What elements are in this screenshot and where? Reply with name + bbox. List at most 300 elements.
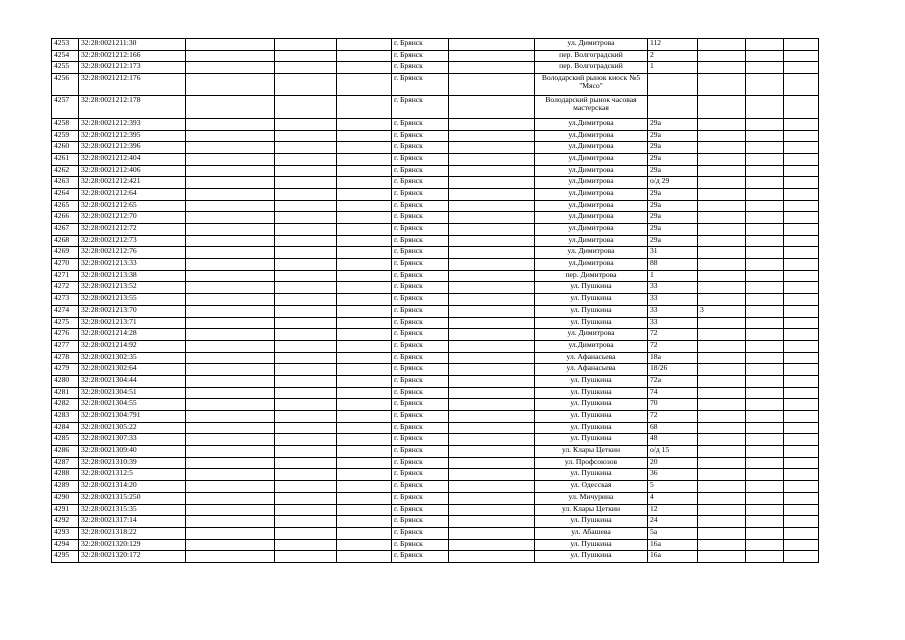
address-street-cell: ул. Пушкина — [535, 516, 648, 528]
city-cell: г. Брянск — [392, 481, 449, 493]
address-street-cell: ул.Димитрова — [535, 177, 648, 189]
empty-cell — [186, 481, 275, 493]
cadastral-number-cell: 32:28:0021214:92 — [79, 340, 186, 352]
empty-cell — [275, 142, 337, 154]
table-row — [52, 539, 819, 551]
empty-cell — [784, 399, 819, 411]
table-row — [52, 375, 819, 387]
empty-cell — [746, 399, 784, 411]
table-row — [52, 492, 819, 504]
empty-cell — [449, 422, 535, 434]
empty-cell — [449, 469, 535, 481]
empty-cell — [186, 457, 275, 469]
empty-cell — [186, 247, 275, 259]
extra-cell — [698, 504, 746, 516]
extra-cell — [698, 469, 746, 481]
table-row — [52, 259, 819, 271]
house-number-cell: 29а — [648, 200, 698, 212]
address-street-cell: ул. Профсоюзов — [535, 457, 648, 469]
table-row — [52, 294, 819, 306]
empty-cell — [746, 39, 784, 51]
empty-cell — [275, 481, 337, 493]
empty-cell — [337, 469, 392, 481]
extra-cell: 3 — [698, 305, 746, 317]
empty-cell — [746, 317, 784, 329]
address-street-cell: ул. Пушкина — [535, 294, 648, 306]
empty-cell — [186, 282, 275, 294]
empty-cell — [275, 411, 337, 423]
city-cell: г. Брянск — [392, 270, 449, 282]
row-number-cell: 4285 — [52, 434, 79, 446]
address-street-cell: ул. Одесская — [535, 481, 648, 493]
row-number-cell: 4270 — [52, 259, 79, 271]
table-row — [52, 352, 819, 364]
empty-cell — [275, 352, 337, 364]
row-number-cell: 4260 — [52, 142, 79, 154]
city-cell: г. Брянск — [392, 39, 449, 51]
empty-cell — [337, 118, 392, 130]
address-street-cell: ул.Димитрова — [535, 165, 648, 177]
row-number-cell: 4294 — [52, 539, 79, 551]
row-number-cell: 4292 — [52, 516, 79, 528]
city-cell: г. Брянск — [392, 551, 449, 563]
address-street-cell: ул. Клары Цеткин — [535, 446, 648, 458]
empty-cell — [746, 142, 784, 154]
table-row — [52, 305, 819, 317]
empty-cell — [275, 247, 337, 259]
house-number-cell: 29а — [648, 130, 698, 142]
empty-cell — [186, 305, 275, 317]
empty-cell — [275, 399, 337, 411]
empty-cell — [784, 551, 819, 563]
house-number-cell: 31 — [648, 247, 698, 259]
extra-cell — [698, 153, 746, 165]
house-number-cell: 29а — [648, 212, 698, 224]
empty-cell — [186, 411, 275, 423]
table-row — [52, 340, 819, 352]
cadastral-number-cell: 32:28:0021310:39 — [79, 457, 186, 469]
empty-cell — [337, 200, 392, 212]
empty-cell — [186, 352, 275, 364]
empty-cell — [337, 329, 392, 341]
house-number-cell: 2 — [648, 50, 698, 62]
empty-cell — [337, 259, 392, 271]
table-row — [52, 317, 819, 329]
empty-cell — [784, 177, 819, 189]
row-number-cell: 4268 — [52, 235, 79, 247]
address-street-cell: ул. Димитрова — [535, 247, 648, 259]
house-number-cell: 33 — [648, 294, 698, 306]
extra-cell — [698, 446, 746, 458]
city-cell: г. Брянск — [392, 130, 449, 142]
address-street-cell: ул. Пушкина — [535, 422, 648, 434]
empty-cell — [746, 188, 784, 200]
extra-cell — [698, 118, 746, 130]
extra-cell — [698, 62, 746, 74]
empty-cell — [186, 375, 275, 387]
city-cell: г. Брянск — [392, 305, 449, 317]
city-cell: г. Брянск — [392, 247, 449, 259]
address-street-cell: ул. Мичурина — [535, 492, 648, 504]
empty-cell — [449, 270, 535, 282]
house-number-cell: 16а — [648, 539, 698, 551]
empty-cell — [186, 188, 275, 200]
empty-cell — [186, 527, 275, 539]
table-row — [52, 165, 819, 177]
cadastral-number-cell: 32:28:0021212:406 — [79, 165, 186, 177]
extra-cell — [698, 165, 746, 177]
empty-cell — [337, 270, 392, 282]
empty-cell — [449, 329, 535, 341]
house-number-cell: 88 — [648, 259, 698, 271]
address-street-cell: Володарский рынок часовая мастерская — [535, 96, 648, 118]
table-row — [52, 188, 819, 200]
row-number-cell: 4265 — [52, 200, 79, 212]
empty-cell — [337, 305, 392, 317]
address-street-cell: Володарский рынок киоск №5 "Мясо" — [535, 74, 648, 96]
cadastral-number-cell: 32:28:0021212:176 — [79, 74, 186, 96]
empty-cell — [186, 504, 275, 516]
empty-cell — [186, 387, 275, 399]
empty-cell — [275, 492, 337, 504]
empty-cell — [746, 375, 784, 387]
house-number-cell: 36 — [648, 469, 698, 481]
empty-cell — [186, 62, 275, 74]
empty-cell — [746, 177, 784, 189]
empty-cell — [186, 96, 275, 118]
empty-cell — [337, 96, 392, 118]
empty-cell — [784, 96, 819, 118]
empty-cell — [186, 74, 275, 96]
empty-cell — [275, 317, 337, 329]
empty-cell — [337, 62, 392, 74]
house-number-cell: о/д 15 — [648, 446, 698, 458]
empty-cell — [746, 50, 784, 62]
empty-cell — [784, 259, 819, 271]
empty-cell — [746, 551, 784, 563]
empty-cell — [449, 74, 535, 96]
empty-cell — [784, 422, 819, 434]
empty-cell — [449, 62, 535, 74]
cadastral-number-cell: 32:28:0021212:64 — [79, 188, 186, 200]
row-number-cell: 4267 — [52, 224, 79, 236]
cadastral-number-cell: 32:28:0021304:44 — [79, 375, 186, 387]
empty-cell — [449, 446, 535, 458]
house-number-cell: 72 — [648, 340, 698, 352]
city-cell: г. Брянск — [392, 527, 449, 539]
empty-cell — [275, 516, 337, 528]
cadastral-number-cell: 32:28:0021320:129 — [79, 539, 186, 551]
city-cell: г. Брянск — [392, 142, 449, 154]
empty-cell — [275, 96, 337, 118]
empty-cell — [186, 539, 275, 551]
row-number-cell: 4295 — [52, 551, 79, 563]
house-number-cell: 5 — [648, 481, 698, 493]
extra-cell — [698, 259, 746, 271]
empty-cell — [784, 469, 819, 481]
city-cell: г. Брянск — [392, 504, 449, 516]
extra-cell — [698, 539, 746, 551]
empty-cell — [337, 317, 392, 329]
empty-cell — [275, 551, 337, 563]
table-row — [52, 364, 819, 376]
address-street-cell: ул.Димитрова — [535, 259, 648, 271]
empty-cell — [784, 50, 819, 62]
extra-cell — [698, 50, 746, 62]
empty-cell — [746, 118, 784, 130]
cadastral-number-cell: 32:28:0021212:70 — [79, 212, 186, 224]
empty-cell — [337, 527, 392, 539]
cadastral-number-cell: 32:28:0021317:14 — [79, 516, 186, 528]
row-number-cell: 4261 — [52, 153, 79, 165]
empty-cell — [784, 153, 819, 165]
cadastral-number-cell: 32:28:0021302:64 — [79, 364, 186, 376]
table-row — [52, 399, 819, 411]
empty-cell — [784, 142, 819, 154]
empty-cell — [746, 340, 784, 352]
house-number-cell: 12 — [648, 504, 698, 516]
empty-cell — [337, 516, 392, 528]
empty-cell — [337, 551, 392, 563]
empty-cell — [746, 504, 784, 516]
empty-cell — [186, 551, 275, 563]
empty-cell — [275, 282, 337, 294]
empty-cell — [746, 446, 784, 458]
empty-cell — [275, 504, 337, 516]
cadastral-number-cell: 32:28:0021314:20 — [79, 481, 186, 493]
empty-cell — [275, 422, 337, 434]
city-cell: г. Брянск — [392, 340, 449, 352]
city-cell: г. Брянск — [392, 469, 449, 481]
empty-cell — [784, 527, 819, 539]
empty-cell — [784, 247, 819, 259]
empty-cell — [746, 481, 784, 493]
table-row — [52, 200, 819, 212]
empty-cell — [449, 235, 535, 247]
extra-cell — [698, 212, 746, 224]
empty-cell — [746, 305, 784, 317]
row-number-cell: 4291 — [52, 504, 79, 516]
city-cell: г. Брянск — [392, 96, 449, 118]
table-row — [52, 434, 819, 446]
table-row — [52, 96, 819, 118]
address-street-cell: пер. Димитрова — [535, 270, 648, 282]
extra-cell — [698, 39, 746, 51]
city-cell: г. Брянск — [392, 422, 449, 434]
empty-cell — [784, 235, 819, 247]
house-number-cell: 29а — [648, 235, 698, 247]
house-number-cell: 29а — [648, 224, 698, 236]
city-cell: г. Брянск — [392, 200, 449, 212]
empty-cell — [449, 317, 535, 329]
house-number-cell: 1 — [648, 270, 698, 282]
empty-cell — [275, 235, 337, 247]
city-cell: г. Брянск — [392, 118, 449, 130]
cadastral-number-cell: 32:28:0021304:51 — [79, 387, 186, 399]
house-number-cell: 20 — [648, 457, 698, 469]
empty-cell — [449, 188, 535, 200]
table-row — [52, 457, 819, 469]
empty-cell — [186, 177, 275, 189]
table-row — [52, 130, 819, 142]
extra-cell — [698, 481, 746, 493]
cadastral-number-cell: 32:28:0021213:71 — [79, 317, 186, 329]
table-row — [52, 247, 819, 259]
empty-cell — [784, 340, 819, 352]
table-row — [52, 481, 819, 493]
empty-cell — [337, 399, 392, 411]
empty-cell — [337, 50, 392, 62]
address-street-cell: ул. Афанасьева — [535, 364, 648, 376]
empty-cell — [449, 50, 535, 62]
city-cell: г. Брянск — [392, 434, 449, 446]
cadastral-number-cell: 32:28:0021312:5 — [79, 469, 186, 481]
empty-cell — [275, 224, 337, 236]
address-street-cell: ул.Димитрова — [535, 224, 648, 236]
row-number-cell: 4289 — [52, 481, 79, 493]
house-number-cell: 72 — [648, 411, 698, 423]
empty-cell — [337, 153, 392, 165]
empty-cell — [746, 200, 784, 212]
table-row — [52, 387, 819, 399]
row-number-cell: 4290 — [52, 492, 79, 504]
empty-cell — [746, 294, 784, 306]
empty-cell — [449, 142, 535, 154]
house-number-cell: 18а — [648, 352, 698, 364]
cadastral-number-cell: 32:28:0021212:395 — [79, 130, 186, 142]
empty-cell — [449, 118, 535, 130]
empty-cell — [784, 364, 819, 376]
row-number-cell: 4262 — [52, 165, 79, 177]
cadastral-number-cell: 32:28:0021213:70 — [79, 305, 186, 317]
empty-cell — [746, 364, 784, 376]
empty-cell — [186, 329, 275, 341]
extra-cell — [698, 411, 746, 423]
city-cell: г. Брянск — [392, 411, 449, 423]
empty-cell — [449, 200, 535, 212]
empty-cell — [337, 74, 392, 96]
extra-cell — [698, 270, 746, 282]
city-cell: г. Брянск — [392, 50, 449, 62]
row-number-cell: 4275 — [52, 317, 79, 329]
empty-cell — [449, 399, 535, 411]
table-row — [52, 153, 819, 165]
empty-cell — [784, 39, 819, 51]
empty-cell — [449, 247, 535, 259]
empty-cell — [784, 516, 819, 528]
empty-cell — [275, 118, 337, 130]
table-row — [52, 74, 819, 96]
cadastral-number-cell: 32:28:0021315:35 — [79, 504, 186, 516]
empty-cell — [449, 411, 535, 423]
cadastral-number-cell: 32:28:0021212:166 — [79, 50, 186, 62]
extra-cell — [698, 399, 746, 411]
empty-cell — [784, 434, 819, 446]
empty-cell — [186, 235, 275, 247]
empty-cell — [784, 387, 819, 399]
extra-cell — [698, 387, 746, 399]
row-number-cell: 4269 — [52, 247, 79, 259]
empty-cell — [337, 39, 392, 51]
empty-cell — [275, 305, 337, 317]
empty-cell — [784, 492, 819, 504]
empty-cell — [746, 270, 784, 282]
empty-cell — [275, 457, 337, 469]
house-number-cell: 74 — [648, 387, 698, 399]
table-row — [52, 329, 819, 341]
row-number-cell: 4271 — [52, 270, 79, 282]
table-row — [52, 235, 819, 247]
cadastral-number-cell: 32:28:0021212:178 — [79, 96, 186, 118]
address-street-cell: ул. Пушкина — [535, 469, 648, 481]
empty-cell — [784, 352, 819, 364]
city-cell: г. Брянск — [392, 282, 449, 294]
address-street-cell: ул.Димитрова — [535, 153, 648, 165]
empty-cell — [784, 446, 819, 458]
cadastral-number-cell: 32:28:0021304:791 — [79, 411, 186, 423]
empty-cell — [746, 282, 784, 294]
empty-cell — [449, 96, 535, 118]
cadastral-number-cell: 32:28:0021302:35 — [79, 352, 186, 364]
city-cell: г. Брянск — [392, 364, 449, 376]
extra-cell — [698, 142, 746, 154]
table-row — [52, 411, 819, 423]
city-cell: г. Брянск — [392, 294, 449, 306]
empty-cell — [337, 411, 392, 423]
empty-cell — [186, 212, 275, 224]
empty-cell — [337, 364, 392, 376]
row-number-cell: 4282 — [52, 399, 79, 411]
row-number-cell: 4259 — [52, 130, 79, 142]
extra-cell — [698, 235, 746, 247]
extra-cell — [698, 516, 746, 528]
empty-cell — [186, 364, 275, 376]
row-number-cell: 4263 — [52, 177, 79, 189]
empty-cell — [337, 165, 392, 177]
empty-cell — [784, 457, 819, 469]
row-number-cell: 4264 — [52, 188, 79, 200]
empty-cell — [746, 62, 784, 74]
house-number-cell — [648, 96, 698, 118]
cadastral-number-cell: 32:28:0021305:22 — [79, 422, 186, 434]
empty-cell — [186, 200, 275, 212]
extra-cell — [698, 434, 746, 446]
empty-cell — [337, 130, 392, 142]
register-table — [51, 38, 819, 563]
house-number-cell: 29а — [648, 118, 698, 130]
extra-cell — [698, 177, 746, 189]
empty-cell — [337, 340, 392, 352]
address-street-cell: ул.Димитрова — [535, 235, 648, 247]
address-street-cell: ул.Димитрова — [535, 212, 648, 224]
empty-cell — [275, 340, 337, 352]
empty-cell — [449, 375, 535, 387]
house-number-cell: 70 — [648, 399, 698, 411]
empty-cell — [746, 469, 784, 481]
empty-cell — [449, 352, 535, 364]
address-street-cell: ул.Димитрова — [535, 130, 648, 142]
cadastral-number-cell: 32:28:0021212:65 — [79, 200, 186, 212]
address-street-cell: ул.Димитрова — [535, 142, 648, 154]
table-row — [52, 142, 819, 154]
empty-cell — [186, 434, 275, 446]
cadastral-number-cell: 32:28:0021212:421 — [79, 177, 186, 189]
cadastral-number-cell: 32:28:0021214:28 — [79, 329, 186, 341]
empty-cell — [784, 165, 819, 177]
house-number-cell: 68 — [648, 422, 698, 434]
cadastral-number-cell: 32:28:0021211:30 — [79, 39, 186, 51]
empty-cell — [275, 165, 337, 177]
